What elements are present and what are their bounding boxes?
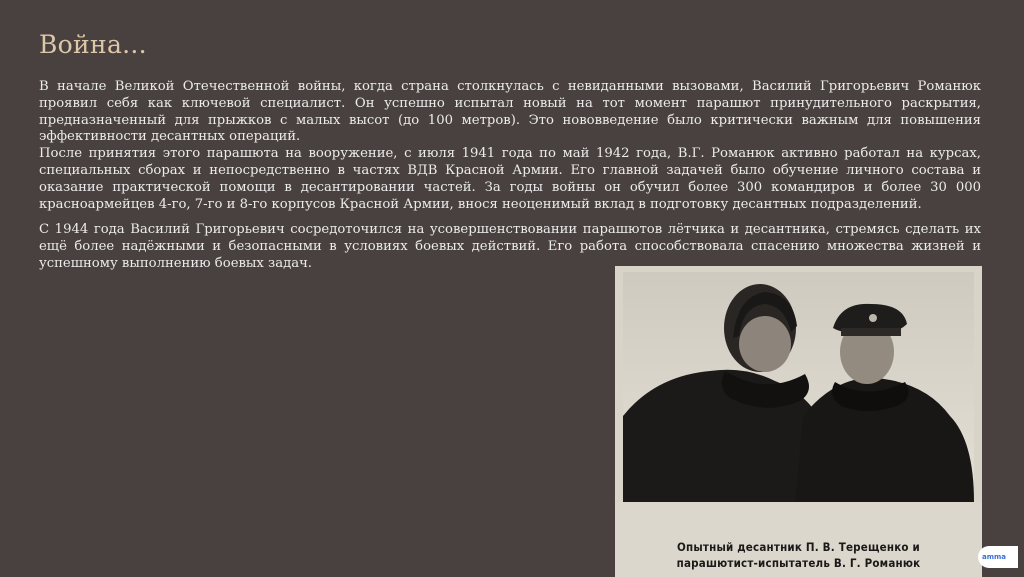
paragraph-3: С 1944 года Василий Григорьевич сосредоточился на усовершенствовании парашютов лётчика и десантника, стремясь сделать их ещё более надёжными и безопасными в условиях боевых действий. Его работа способствовала спасению множества жизней и успешному выполнению боевых задач. xyxy=(39,222,981,271)
watermark-badge[interactable]: amma xyxy=(978,546,1018,568)
caption-line-1: Опытный десантник П. В. Терещенко и xyxy=(677,540,920,554)
caption-line-2: парашютист-испытатель В. Г. Романюк xyxy=(676,556,921,570)
paragraph-1: В начале Великой Отечественной войны, когда страна столкнулась с невиданными вызовами, Василий Григорьевич Романюк проявил себя как ключевой специалист. Он успешно испытал новый на тот момент парашют принудительного раскрытия, предназначенный для прыжков с малых высот (до 100 метров). Это нововведение было критически важным для повышения эффективности десантных операций. xyxy=(39,79,981,145)
historical-photo xyxy=(615,266,982,577)
photo-caption xyxy=(615,539,982,571)
paragraph-2: После принятия этого парашюта на вооружение, с июля 1941 года по май 1942 года, В.Г. Романюк активно работал на курсах, специальных сборах и непосредственно в частях ВДВ Красной Армии. Его главной задачей было обучение личного состава и оказание практической помощи в десантировании частей. За годы войны он обучил более 300 командиров и более 30 000 красноармейцев 4-го, 7-го и 8-го корпусов Красной Армии, внося неоценимый вклад в подготовку десантных подразделений. xyxy=(39,146,981,212)
slide-body xyxy=(39,79,981,273)
slide-title: Война... xyxy=(39,30,147,59)
photo-image xyxy=(615,266,982,577)
